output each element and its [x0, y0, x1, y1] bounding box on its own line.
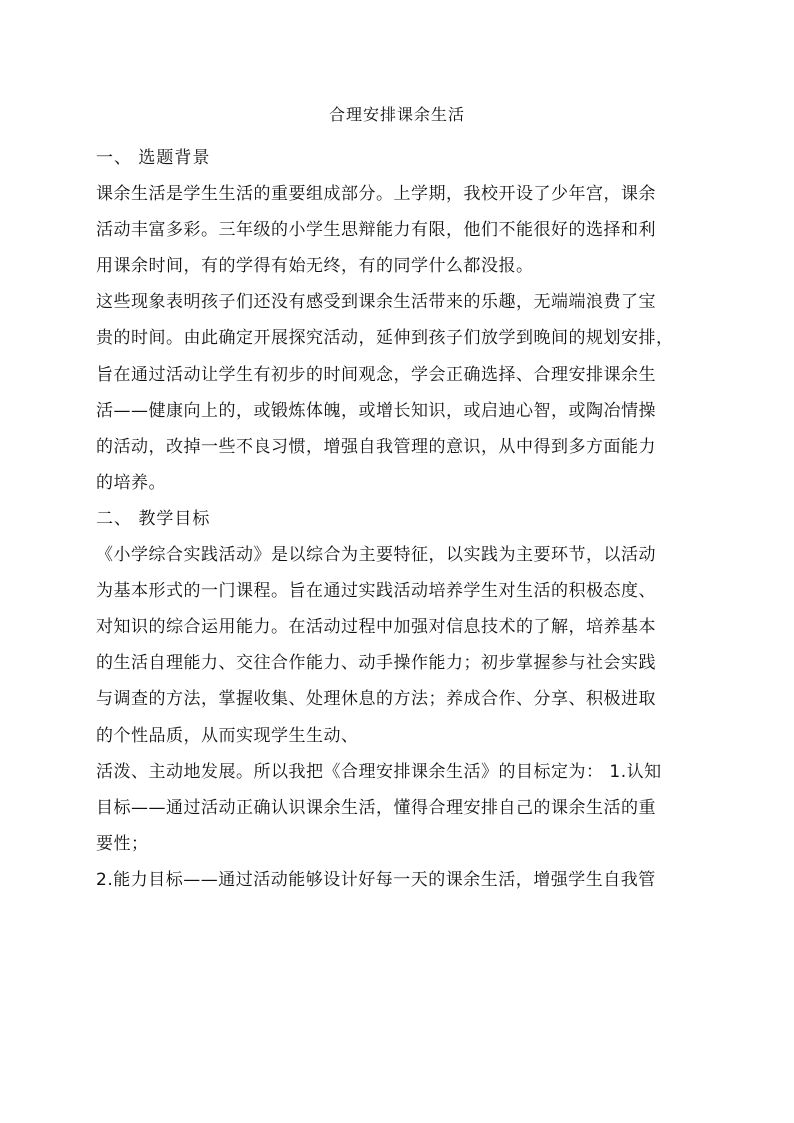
- paragraph-line: 的活动，改掉一些不良习惯，增强自我管理的意识，从中得到多方面能力: [96, 436, 656, 457]
- paragraph-line: 目标——通过活动正确认识课余生活，懂得合理安排自己的课余生活的重: [96, 797, 656, 818]
- paragraph-line: 的培养。: [96, 472, 166, 493]
- paragraph-line: 贵的时间。由此确定开展探究活动，延伸到孩子们放学到晚间的规划安排，: [96, 328, 674, 349]
- section-heading-background: 一、 选题背景: [96, 148, 211, 168]
- document-title: 合理安排课余生活: [328, 105, 465, 124]
- paragraph-line: 活泼、主动地发展。所以我把《合理安排课余生活》的目标定为： 1.认知: [96, 761, 662, 782]
- paragraph-line: 要性；: [96, 833, 149, 854]
- paragraph-line: 《小学综合实践活动》是以综合为主要特征，以实践为主要环节，以活动: [96, 545, 656, 566]
- paragraph-line: 为基本形式的一门课程。旨在通过实践活动培养学生对生活的积极态度、: [96, 581, 656, 602]
- document-body: [96, 146, 716, 904]
- paragraph-line: 对知识的综合运用能力。在活动过程中加强对信息技术的了解，培养基本: [96, 617, 656, 638]
- paragraph-line: 活——健康向上的，或锻炼体魄，或增长知识，或启迪心智，或陶冶情操: [96, 400, 656, 421]
- paragraph-line: 旨在通过活动让学生有初步的时间观念，学会正确选择、合理安排课余生: [96, 364, 656, 385]
- paragraph-line: 的生活自理能力、交往合作能力、动手操作能力；初步掌握参与社会实践: [96, 653, 656, 674]
- paragraph-line: 的个性品质，从而实现学生生动、: [96, 725, 359, 746]
- section-heading-goals: 二、 教学目标: [96, 508, 211, 529]
- paragraph-line: 2.能力目标——通过活动能够设计好每一天的课余生活，增强学生自我管: [96, 869, 656, 890]
- paragraph-line: 这些现象表明孩子们还没有感受到课余生活带来的乐趣，无端端浪费了宝: [96, 292, 656, 313]
- paragraph-line: 活动丰富多彩。三年级的小学生思辩能力有限，他们不能很好的选择和利: [96, 220, 656, 241]
- paragraph-line: 课余生活是学生生活的重要组成部分。上学期，我校开设了少年宫，课余: [96, 184, 656, 205]
- paragraph-line: 用课余时间，有的学得有始无终，有的同学什么都没报。: [96, 256, 534, 277]
- paragraph-line: 与调查的方法，掌握收集、处理休息的方法；养成合作、分享、积极进取: [96, 689, 656, 710]
